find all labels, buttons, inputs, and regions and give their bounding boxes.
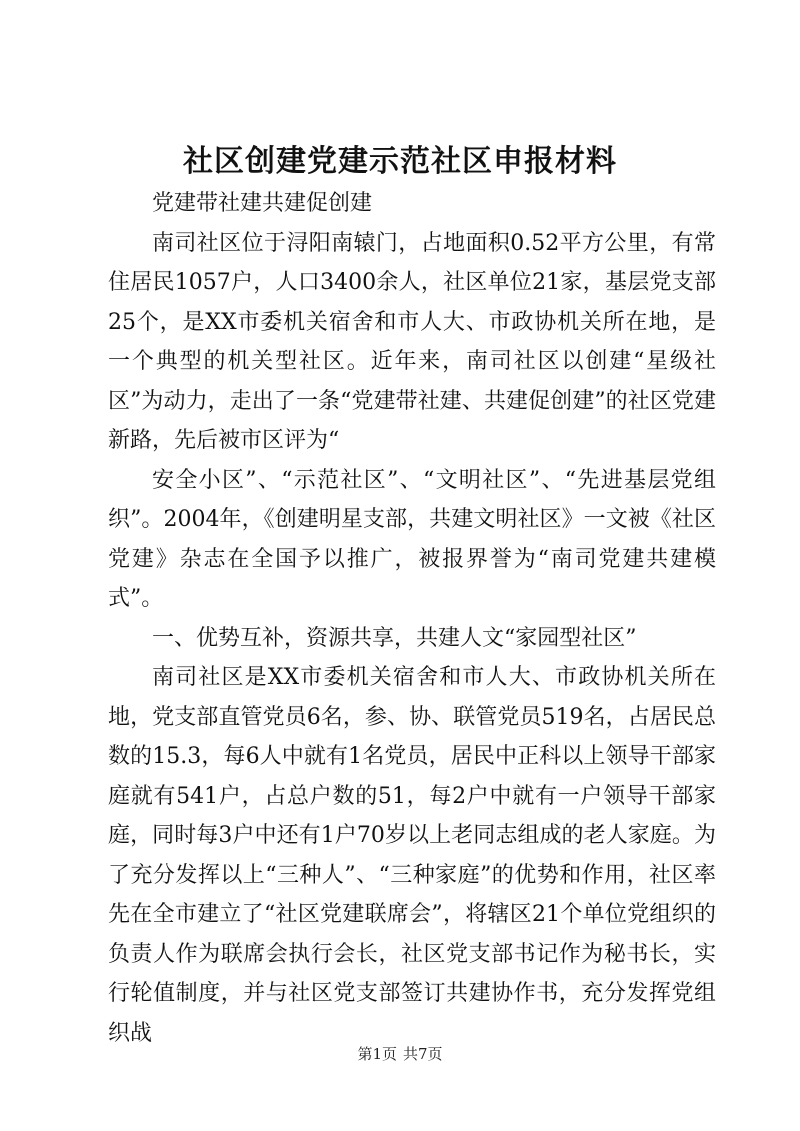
paragraph-intro: 南司社区位于浔阳南辕门，占地面积0.52平方公里，有常住居民1057户，人口3400余人，社区单位21家，基层党支部25个，是XX市委机关宿舍和市人大、市政协机关所在地，是一个典型的机关型社区。近年来，南司社区以创建“星级社区”为动力，走出了一条“党建带社建、共建促创建”的社区党建新路，先后被市区评为“ [108, 230, 716, 453]
page-total: 共7页 [403, 1045, 443, 1063]
page-footer [0, 1044, 800, 1064]
section-heading-1: 一、优势互补，资源共享，共建人文“家园型社区” [152, 625, 637, 651]
document-body [108, 184, 716, 1053]
page-number: 第1页 [357, 1045, 397, 1063]
paragraph-subtitle: 党建带社建共建促创建 [152, 191, 373, 216]
document-title: 社区创建党建示范社区申报材料 [183, 144, 617, 179]
paragraph-honors: 安全小区”、“示范社区”、“文明社区”、“先进基层党组织”。2004年，《创建明星支部，共建文明社区》一文被《社区党建》杂志在全国予以推广，被报界誉为“南司党建共建模式”。 [108, 467, 716, 611]
paragraph-section-1: 南司社区是XX市委机关宿舍和市人大、市政协机关所在地，党支部直管党员6名，参、协、联管党员519名，占居民总数的15.3，每6人中就有1名党员，居民中正科以上领导干部家庭就有541户，占总户数的51，每2户中就有一户领导干部家庭，同时每3户中还有1户70岁以上老同志组成的老人家庭。为了充分发挥以上“三种人”、“三种家庭”的优势和作用，社区率先在全市建立了“社区党建联席会”，将辖区21个单位党组织的负责人作为联席会执行会长，社区党支部书记作为秘书长，实行轮值制度，并与社区党支部签订共建协作书，充分发挥党组织战 [108, 665, 716, 1046]
